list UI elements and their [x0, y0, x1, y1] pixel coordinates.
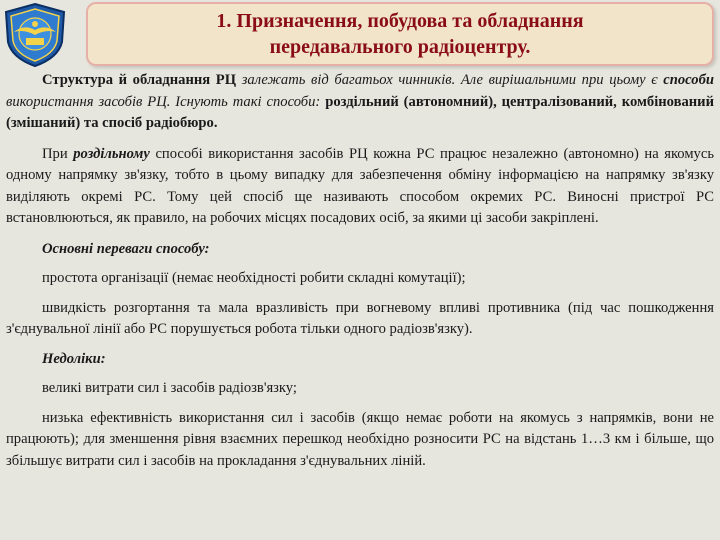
intro-paragraph — [6, 70, 714, 135]
disadvantages-heading-text: Недоліки: — [42, 350, 106, 367]
document-body — [6, 70, 714, 472]
separate-body-text: способі використання засобів РЦ кожна РС працює незалежно (автономно) на якомусь одному напрямку зв'язку, тобто в цьому випадку для забезпечення обміну інформацією на напрямку зв'язку виділяють окремі РС. Тому цей спосіб ще називають способом окремих РС. Виносні пристрої РС встановлюються, як правило, на робочих місцях посадових осіб, за якими ці засоби закріплені. — [6, 145, 714, 226]
military-emblem-icon — [2, 2, 68, 68]
separate-lead-text: При — [42, 145, 74, 162]
disadvantage-item: низька ефективність використання сил і засобів (якщо немає роботи на якомусь з напрямків, вони не працюють); для зменшення рівня взаємних перешкод необхідно розносити РС на відстань 1…3 км і більше, що збільшує витрати сил і засобів на прокладання з'єднувальних ліній. — [6, 409, 714, 469]
advantages-heading — [6, 239, 714, 261]
intro-usage-text: використання засобів РЦ. Існують такі способи: — [6, 93, 326, 110]
intro-methods-word: способи — [663, 72, 714, 88]
page-title-line-1: 1. Призначення, побудова та обладнання — [216, 10, 584, 32]
advantage-item: простота організації (немає необхідності робити складні комутації); — [42, 270, 466, 286]
disadvantages-heading — [6, 349, 714, 371]
advantage-item: швидкість розгортання та мала вразливість при вогневому впливі противника (під час пошкодження з'єднувальної лінії або РС порушується робота тільки одного радіозв'язку). — [6, 299, 714, 337]
intro-factors-text: залежать від багатьох чинників. Але вирішальними при цьому є — [236, 72, 664, 88]
disadvantage-item: великі витрати сил і засобів радіозв'язку; — [42, 380, 297, 396]
intro-methods-list: роздільний (автономний), централізований, комбінований (змішаний) та спосіб радіобюро. — [6, 93, 714, 131]
title-banner — [86, 2, 714, 66]
separate-method-term: роздільному — [73, 145, 150, 162]
intro-structure-text: Структура й обладнання РЦ — [42, 72, 237, 88]
page-title-line-2: передавального радіоцентру. — [269, 36, 531, 58]
separate-method-paragraph — [6, 144, 714, 230]
advantages-heading-text: Основні переваги способу: — [42, 240, 210, 257]
